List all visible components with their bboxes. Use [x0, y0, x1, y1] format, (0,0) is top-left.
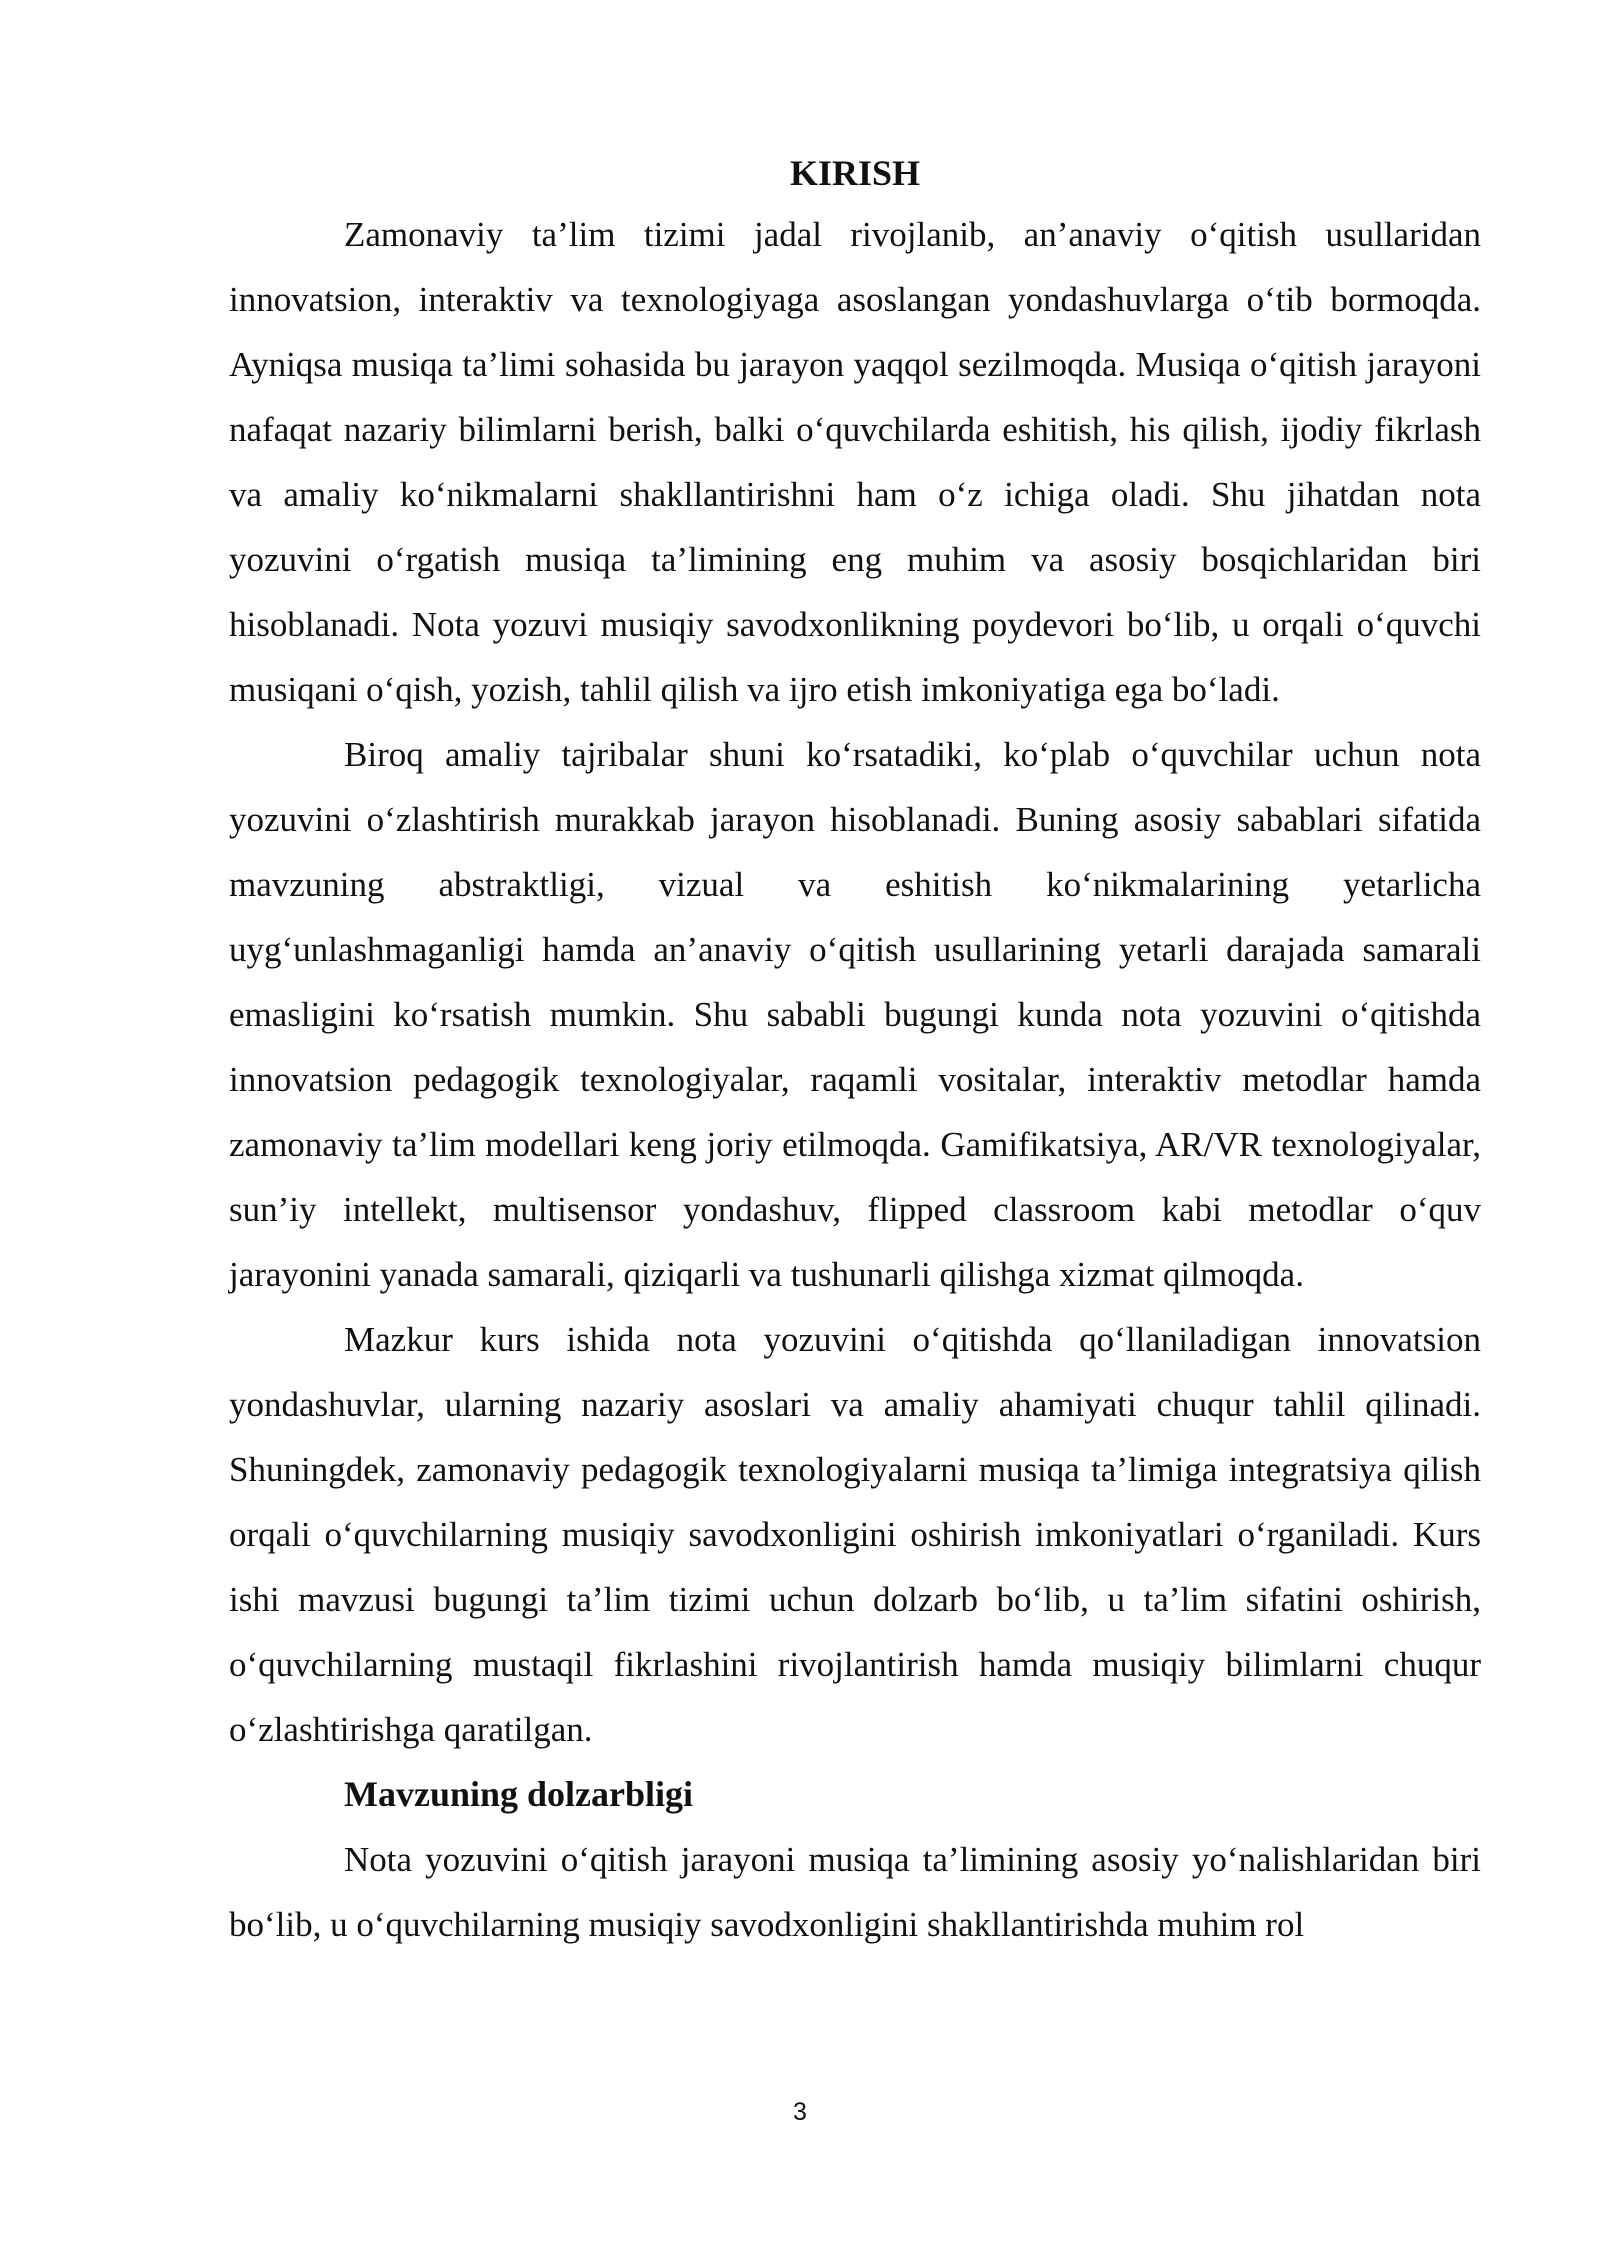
paragraph-1: Zamonaviy ta’lim tizimi jadal rivojlanib, an’anaviy o‘qitish usullaridan innovatsion, interaktiv va texnologiyaga asoslangan yondashuvlarga o‘tib bormoqda. Ayniqsa musiqa ta’limi sohasida bu jarayon yaqqol sezilmoqda. Musiqa o‘qitish jarayoni nafaqat nazariy bilimlarni berish, balki o‘quvchilarda eshitish, his qilish, ijodiy fikrlash va amaliy ko‘nikmalarni shakllantirishni ham o‘z ichiga oladi. Shu jihatdan nota yozuvini o‘rgatish musiqa ta’limining eng muhim va asosiy bosqichlaridan biri hisoblanadi. Nota yozuvi musiqiy savodxonlikning poydevori bo‘lib, u orqali o‘quvchi musiqani o‘qish, yozish, tahlil qilish va ijro etish imkoniyatiga ega bo‘ladi. — [229, 215, 1481, 709]
subsection-heading: Mavzuning dolzarbligi — [344, 1774, 694, 1814]
paragraph-4: Nota yozuvini o‘qitish jarayoni musiqa ta’limining asosiy yo‘nalishlaridan biri bo‘lib, u o‘quvchilarning musiqiy savodxonligini shakllantirishda muhim rol — [229, 1840, 1481, 1944]
paragraph-3: Mazkur kurs ishida nota yozuvini o‘qitishda qo‘llaniladigan innovatsion yondashuvlar, ularning nazariy asoslari va amaliy ahamiyati chuqur tahlil qilinadi. Shuningdek, zamonaviy pedagogik texnologiyalarni musiqa ta’limiga integratsiya qilish orqali o‘quvchilarning musiqiy savodxonligini oshirish imkoniyatlari o‘rganiladi. Kurs ishi mavzusi bugungi ta’lim tizimi uchun dolzarb bo‘lib, u ta’lim sifatini oshirish, o‘quvchilarning mustaqil fikrlashini rivojlantirish hamda musiqiy bilimlarni chuqur o‘zlashtirishga qaratilgan. — [229, 1320, 1481, 1749]
page-number: 3 — [793, 2098, 807, 2126]
page-content — [229, 145, 1481, 1957]
paragraph-2: Biroq amaliy tajribalar shuni ko‘rsatadiki, ko‘plab o‘quvchilar uchun nota yozuvini o‘zlashtirish murakkab jarayon hisoblanadi. Buning asosiy sabablari sifatida mavzuning abstraktligi, vizual va eshitish ko‘nikmalarining yetarlicha uyg‘unlashmaganligi hamda an’anaviy o‘qitish usullarining yetarli darajada samarali emasligini ko‘rsatish mumkin. Shu sababli bugungi kunda nota yozuvini o‘qitishda innovatsion pedagogik texnologiyalar, raqamli vositalar, interaktiv metodlar hamda zamonaviy ta’lim modellari keng joriy etilmoqda. Gamifikatsiya, AR/VR texnologiyalar, sun’iy intellekt, multisensor yondashuv, flipped classroom kabi metodlar o‘quv jarayonini yanada samarali, qiziqarli va tushunarli qilishga xizmat qilmoqda. — [229, 735, 1481, 1294]
section-heading: KIRISH — [789, 153, 921, 193]
